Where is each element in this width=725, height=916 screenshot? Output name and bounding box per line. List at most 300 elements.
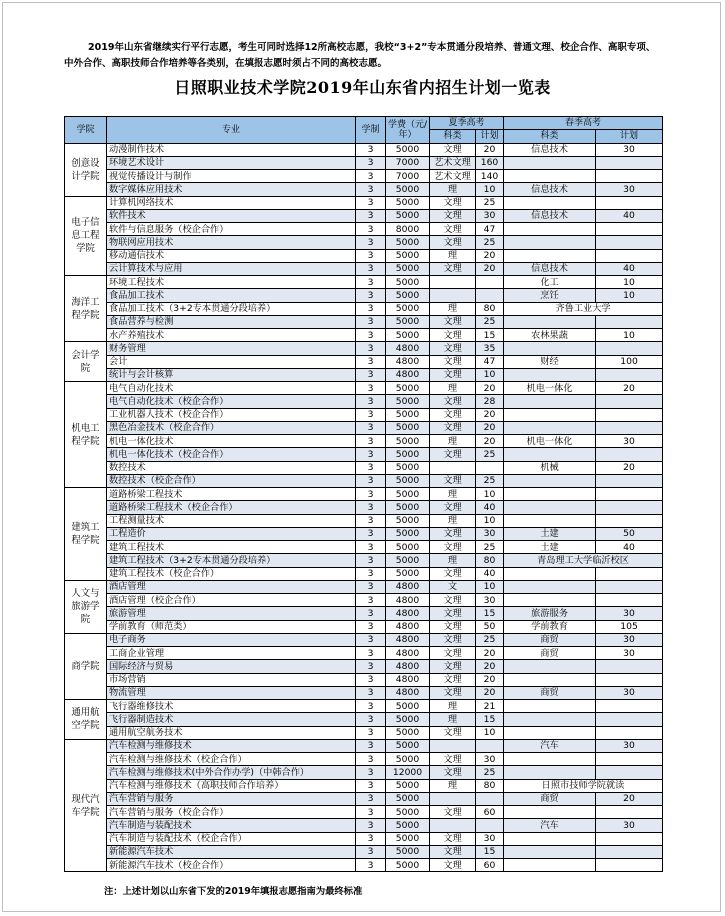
summer-subject-cell: 文理: [430, 845, 476, 858]
summer-subject-cell: 文理: [430, 209, 476, 222]
summer-plan-cell: 30: [476, 527, 504, 540]
table-row: [65, 368, 663, 381]
spring-subject-cell: [504, 448, 596, 461]
major-cell: 计算机网络技术: [107, 196, 356, 209]
table-row: [65, 156, 663, 169]
fee-cell: 5000: [386, 700, 430, 713]
fee-cell: 5000: [386, 819, 430, 832]
spring-subject-cell: [504, 832, 596, 845]
spring-plan-cell: 10: [596, 276, 663, 289]
spring-subject-cell: [504, 315, 596, 328]
spring-plan-cell: 50: [596, 527, 663, 540]
years-cell: 3: [356, 620, 386, 633]
years-cell: 3: [356, 580, 386, 593]
spring-subject-cell: [504, 170, 596, 183]
major-cell: 视觉传播设计与制作: [107, 170, 356, 183]
table-row: [65, 673, 663, 686]
years-cell: 3: [356, 686, 386, 699]
summer-subject-cell: 文理: [430, 342, 476, 355]
spring-plan-cell: 20: [596, 461, 663, 474]
spring-subject-cell: 信息技术: [504, 209, 596, 222]
years-cell: 3: [356, 792, 386, 805]
major-cell: 电子商务: [107, 633, 356, 646]
spring-plan-cell: 20: [596, 792, 663, 805]
spring-plan-cell: [596, 196, 663, 209]
header-fee: 学费（元/年）: [386, 117, 430, 144]
major-cell: 会计: [107, 355, 356, 368]
spring-subject-cell: 汽车: [504, 819, 596, 832]
college-cell: 建筑工程学院: [65, 488, 107, 581]
summer-subject-cell: 文理: [430, 806, 476, 819]
summer-plan-cell: 20: [476, 660, 504, 673]
spring-subject-cell: [504, 474, 596, 487]
spring-plan-cell: 40: [596, 262, 663, 275]
summer-subject-cell: 文理: [430, 236, 476, 249]
summer-subject-cell: 理: [430, 249, 476, 262]
fee-cell: 5000: [386, 514, 430, 527]
years-cell: 3: [356, 395, 386, 408]
spring-plan-cell: 30: [596, 647, 663, 660]
header-major: 专业: [107, 117, 356, 144]
spring-plan-cell: [596, 660, 663, 673]
fee-cell: 4800: [386, 607, 430, 620]
header-summer-exam: 夏季高考: [430, 117, 504, 130]
years-cell: 3: [356, 408, 386, 421]
years-cell: 3: [356, 713, 386, 726]
fee-cell: 4800: [386, 580, 430, 593]
table-row: [65, 779, 663, 792]
spring-subject-cell: 农林果蔬: [504, 329, 596, 342]
summer-subject-cell: 文理: [430, 766, 476, 779]
summer-subject-cell: 理: [430, 514, 476, 527]
spring-subject-cell: [504, 223, 596, 236]
years-cell: 3: [356, 633, 386, 646]
spring-plan-cell: [596, 315, 663, 328]
years-cell: 3: [356, 567, 386, 580]
major-cell: 云计算技术与应用: [107, 262, 356, 275]
summer-subject-cell: 文理: [430, 395, 476, 408]
fee-cell: 5000: [386, 739, 430, 752]
major-cell: 软件技术: [107, 209, 356, 222]
years-cell: 3: [356, 660, 386, 673]
table-row: [65, 713, 663, 726]
major-cell: 市场营销: [107, 673, 356, 686]
spring-subject-cell: [504, 753, 596, 766]
fee-cell: 5000: [386, 262, 430, 275]
summer-plan-cell: 15: [476, 713, 504, 726]
spring-subject-cell: 机电一体化: [504, 382, 596, 395]
fee-cell: 5000: [386, 753, 430, 766]
spring-plan-cell: 100: [596, 355, 663, 368]
fee-cell: 5000: [386, 382, 430, 395]
summer-plan-cell: 25: [476, 633, 504, 646]
spring-plan-cell: 30: [596, 686, 663, 699]
spring-plan-cell: 10: [596, 329, 663, 342]
years-cell: 3: [356, 527, 386, 540]
fee-cell: 5000: [386, 527, 430, 540]
spring-subject-cell: 汽车: [504, 739, 596, 752]
years-cell: 3: [356, 249, 386, 262]
spring-plan-cell: 20: [596, 382, 663, 395]
summer-subject-cell: 理: [430, 302, 476, 315]
table-row: [65, 183, 663, 196]
major-cell: 食品加工技术（3+2专本贯通分段培养）: [107, 302, 356, 315]
years-cell: 3: [356, 342, 386, 355]
summer-subject-cell: [430, 792, 476, 805]
table-row: [65, 435, 663, 448]
fee-cell: 5000: [386, 461, 430, 474]
major-cell: 国际经济与贸易: [107, 660, 356, 673]
spring-plan-cell: 30: [596, 819, 663, 832]
summer-plan-cell: 20: [476, 686, 504, 699]
major-cell: 汽车营销与服务: [107, 792, 356, 805]
summer-subject-cell: 文理: [430, 408, 476, 421]
spring-plan-cell: 30: [596, 183, 663, 196]
table-row: [65, 541, 663, 554]
major-cell: 飞行器维修技术: [107, 700, 356, 713]
major-cell: 汽车制造与装配技术（校企合作）: [107, 832, 356, 845]
years-cell: 3: [356, 488, 386, 501]
table-row: [65, 859, 663, 872]
spring-subject-cell: 日照市技师学院就读: [504, 779, 663, 792]
summer-plan-cell: 20: [476, 673, 504, 686]
summer-subject-cell: 文理: [430, 527, 476, 540]
major-cell: 水产养殖技术: [107, 329, 356, 342]
fee-cell: 5000: [386, 196, 430, 209]
major-cell: 食品营养与检测: [107, 315, 356, 328]
table-row: [65, 527, 663, 540]
spring-plan-cell: [596, 859, 663, 872]
summer-plan-cell: 25: [476, 448, 504, 461]
summer-plan-cell: 25: [476, 766, 504, 779]
document-title: 日照职业技术学院2019年山东省内招生计划一览表: [174, 78, 551, 97]
summer-plan-cell: 80: [476, 779, 504, 792]
summer-plan-cell: 21: [476, 700, 504, 713]
summer-plan-cell: 25: [476, 474, 504, 487]
table-row: [65, 753, 663, 766]
summer-plan-cell: 10: [476, 726, 504, 739]
spring-subject-cell: [504, 713, 596, 726]
fee-cell: 7000: [386, 156, 430, 169]
fee-cell: 4800: [386, 620, 430, 633]
major-cell: 物联网应用技术: [107, 236, 356, 249]
years-cell: 3: [356, 647, 386, 660]
summer-subject-cell: 文理: [430, 567, 476, 580]
summer-plan-cell: 15: [476, 329, 504, 342]
years-cell: 3: [356, 421, 386, 434]
table-row: [65, 236, 663, 249]
table-row: [65, 209, 663, 222]
summer-plan-cell: [476, 276, 504, 289]
years-cell: 3: [356, 276, 386, 289]
summer-plan-cell: 20: [476, 647, 504, 660]
major-cell: 汽车营销与服务（校企合作）: [107, 806, 356, 819]
summer-plan-cell: 20: [476, 382, 504, 395]
table-row: [65, 686, 663, 699]
table-row: [65, 474, 663, 487]
spring-plan-cell: 10: [596, 289, 663, 302]
major-cell: 机电一体化技术: [107, 435, 356, 448]
college-cell: 创意设计学院: [65, 143, 107, 196]
fee-cell: 4800: [386, 594, 430, 607]
major-cell: 道路桥梁工程技术（校企合作）: [107, 501, 356, 514]
major-cell: 汽车制造与装配技术: [107, 819, 356, 832]
spring-plan-cell: [596, 223, 663, 236]
table-row: [65, 660, 663, 673]
major-cell: 电气自动化技术: [107, 382, 356, 395]
fee-cell: 5000: [386, 448, 430, 461]
summer-plan-cell: 20: [476, 143, 504, 156]
summer-subject-cell: 理: [430, 183, 476, 196]
fee-cell: 5000: [386, 435, 430, 448]
years-cell: 3: [356, 461, 386, 474]
major-cell: 旅游管理: [107, 607, 356, 620]
fee-cell: 5000: [386, 779, 430, 792]
footnote: 注：上述计划以山东省下发的2019年填报志愿指南为最终标准: [104, 886, 363, 897]
fee-cell: 5000: [386, 302, 430, 315]
spring-subject-cell: 机电一体化: [504, 435, 596, 448]
fee-cell: 5000: [386, 395, 430, 408]
fee-cell: 4800: [386, 368, 430, 381]
spring-subject-cell: [504, 859, 596, 872]
fee-cell: 5000: [386, 143, 430, 156]
major-cell: 数控技术（校企合作）: [107, 474, 356, 487]
table-row: [65, 766, 663, 779]
years-cell: 3: [356, 726, 386, 739]
major-cell: 环境工程技术: [107, 276, 356, 289]
spring-subject-cell: 信息技术: [504, 262, 596, 275]
years-cell: 3: [356, 739, 386, 752]
spring-plan-cell: 30: [596, 607, 663, 620]
table-row: [65, 580, 663, 593]
spring-plan-cell: [596, 514, 663, 527]
years-cell: 3: [356, 474, 386, 487]
summer-subject-cell: 文理: [430, 355, 476, 368]
spring-plan-cell: [596, 156, 663, 169]
major-cell: 汽车检测与维修技术(中外合作办学)（中韩合作）: [107, 766, 356, 779]
summer-plan-cell: [476, 739, 504, 752]
summer-subject-cell: 文理: [430, 315, 476, 328]
spring-subject-cell: [504, 580, 596, 593]
major-cell: 软件与信息服务（校企合作）: [107, 223, 356, 236]
spring-subject-cell: 学前教育: [504, 620, 596, 633]
years-cell: 3: [356, 435, 386, 448]
fee-cell: 5000: [386, 554, 430, 567]
table-row: [65, 276, 663, 289]
enrollment-plan-table: [64, 116, 663, 872]
major-cell: 环境艺术设计: [107, 156, 356, 169]
summer-plan-cell: 40: [476, 567, 504, 580]
spring-subject-cell: 财经: [504, 355, 596, 368]
table-row: [65, 647, 663, 660]
spring-plan-cell: [596, 421, 663, 434]
spring-plan-cell: [596, 594, 663, 607]
spring-subject-cell: 商贸: [504, 792, 596, 805]
major-cell: 食品加工技术: [107, 289, 356, 302]
spring-plan-cell: [596, 448, 663, 461]
spring-plan-cell: 30: [596, 143, 663, 156]
spring-plan-cell: [596, 832, 663, 845]
table-row: [65, 355, 663, 368]
years-cell: 3: [356, 806, 386, 819]
fee-cell: 5000: [386, 792, 430, 805]
fee-cell: 12000: [386, 766, 430, 779]
table-row: [65, 845, 663, 858]
spring-plan-cell: 30: [596, 633, 663, 646]
summer-plan-cell: 30: [476, 832, 504, 845]
summer-plan-cell: [476, 289, 504, 302]
spring-plan-cell: [596, 368, 663, 381]
spring-subject-cell: 商贸: [504, 686, 596, 699]
spring-subject-cell: 青岛理工大学临沂校区: [504, 554, 663, 567]
summer-plan-cell: 25: [476, 315, 504, 328]
summer-subject-cell: [430, 461, 476, 474]
major-cell: 汽车检测与维修技术（校企合作）: [107, 753, 356, 766]
college-cell: 海洋工程学院: [65, 276, 107, 342]
spring-plan-cell: 105: [596, 620, 663, 633]
years-cell: 3: [356, 766, 386, 779]
spring-subject-cell: 信息技术: [504, 183, 596, 196]
fee-cell: 5000: [386, 209, 430, 222]
spring-subject-cell: [504, 368, 596, 381]
major-cell: 汽车检测与维修技术: [107, 739, 356, 752]
spring-plan-cell: [596, 753, 663, 766]
major-cell: 移动通信技术: [107, 249, 356, 262]
spring-subject-cell: [504, 488, 596, 501]
major-cell: 飞行器制造技术: [107, 713, 356, 726]
major-cell: 学前教育（师范类）: [107, 620, 356, 633]
summer-subject-cell: 理: [430, 713, 476, 726]
years-cell: 3: [356, 448, 386, 461]
table-row: [65, 461, 663, 474]
spring-subject-cell: [504, 594, 596, 607]
summer-subject-cell: 文理: [430, 660, 476, 673]
summer-subject-cell: [430, 289, 476, 302]
spring-subject-cell: [504, 845, 596, 858]
major-cell: 建筑工程技术（3+2专本贯通分段培养）: [107, 554, 356, 567]
spring-plan-cell: 30: [596, 435, 663, 448]
spring-subject-cell: [504, 408, 596, 421]
summer-subject-cell: 文理: [430, 223, 476, 236]
header-college: 学院: [65, 117, 107, 144]
spring-subject-cell: [504, 726, 596, 739]
major-cell: 道路桥梁工程技术: [107, 488, 356, 501]
spring-plan-cell: [596, 567, 663, 580]
spring-subject-cell: 旅游服务: [504, 607, 596, 620]
spring-plan-cell: [596, 713, 663, 726]
table-row: [65, 739, 663, 752]
major-cell: 财务管理: [107, 342, 356, 355]
summer-plan-cell: 20: [476, 435, 504, 448]
years-cell: 3: [356, 514, 386, 527]
years-cell: 3: [356, 673, 386, 686]
years-cell: 3: [356, 779, 386, 792]
college-cell: 机电工程学院: [65, 382, 107, 488]
spring-subject-cell: 土建: [504, 527, 596, 540]
table-row: [65, 262, 663, 275]
spring-plan-cell: [596, 474, 663, 487]
summer-subject-cell: 文理: [430, 753, 476, 766]
years-cell: 3: [356, 700, 386, 713]
summer-subject-cell: 艺术文理: [430, 170, 476, 183]
table-row: [65, 514, 663, 527]
summer-plan-cell: 10: [476, 183, 504, 196]
spring-subject-cell: [504, 421, 596, 434]
college-cell: 通用航空学院: [65, 700, 107, 740]
summer-subject-cell: 文理: [430, 143, 476, 156]
summer-subject-cell: 文理: [430, 647, 476, 660]
table-row: [65, 302, 663, 315]
fee-cell: 4800: [386, 673, 430, 686]
major-cell: 黑色冶金技术（校企合作）: [107, 421, 356, 434]
table-row: [65, 700, 663, 713]
years-cell: 3: [356, 832, 386, 845]
summer-subject-cell: 文理: [430, 474, 476, 487]
fee-cell: 5000: [386, 713, 430, 726]
college-cell: 人文与旅游学院: [65, 580, 107, 633]
summer-subject-cell: 文理: [430, 329, 476, 342]
summer-subject-cell: 理: [430, 382, 476, 395]
spring-plan-cell: [596, 766, 663, 779]
major-cell: 物流管理: [107, 686, 356, 699]
years-cell: 3: [356, 236, 386, 249]
summer-subject-cell: [430, 819, 476, 832]
table-row: [65, 620, 663, 633]
fee-cell: 4800: [386, 647, 430, 660]
summer-subject-cell: 文理: [430, 501, 476, 514]
spring-plan-cell: [596, 700, 663, 713]
table-row: [65, 408, 663, 421]
summer-plan-cell: 20: [476, 408, 504, 421]
spring-plan-cell: 40: [596, 541, 663, 554]
fee-cell: 5000: [386, 832, 430, 845]
spring-plan-cell: 40: [596, 209, 663, 222]
summer-plan-cell: [476, 792, 504, 805]
table-row: [65, 249, 663, 262]
summer-subject-cell: [430, 739, 476, 752]
spring-plan-cell: [596, 236, 663, 249]
summer-subject-cell: 文理: [430, 726, 476, 739]
spring-subject-cell: 机械: [504, 461, 596, 474]
fee-cell: 5000: [386, 249, 430, 262]
major-cell: 通用航空航务技术: [107, 726, 356, 739]
fee-cell: 5000: [386, 408, 430, 421]
years-cell: 3: [356, 329, 386, 342]
years-cell: 3: [356, 209, 386, 222]
spring-subject-cell: [504, 660, 596, 673]
fee-cell: 5000: [386, 421, 430, 434]
summer-plan-cell: 10: [476, 580, 504, 593]
fee-cell: 4800: [386, 686, 430, 699]
spring-plan-cell: 30: [596, 739, 663, 752]
header-spring-subject: 科类: [504, 130, 596, 143]
table-row: [65, 594, 663, 607]
spring-subject-cell: [504, 236, 596, 249]
summer-plan-cell: 15: [476, 607, 504, 620]
years-cell: 3: [356, 554, 386, 567]
summer-subject-cell: 文理: [430, 196, 476, 209]
years-cell: 3: [356, 355, 386, 368]
fee-cell: 5000: [386, 276, 430, 289]
header-years: 学制: [356, 117, 386, 144]
years-cell: 3: [356, 223, 386, 236]
major-cell: 工程测量技术: [107, 514, 356, 527]
summer-plan-cell: 60: [476, 859, 504, 872]
years-cell: 3: [356, 170, 386, 183]
spring-plan-cell: [596, 249, 663, 262]
header-summer-plan: 计划: [476, 130, 504, 143]
years-cell: 3: [356, 594, 386, 607]
